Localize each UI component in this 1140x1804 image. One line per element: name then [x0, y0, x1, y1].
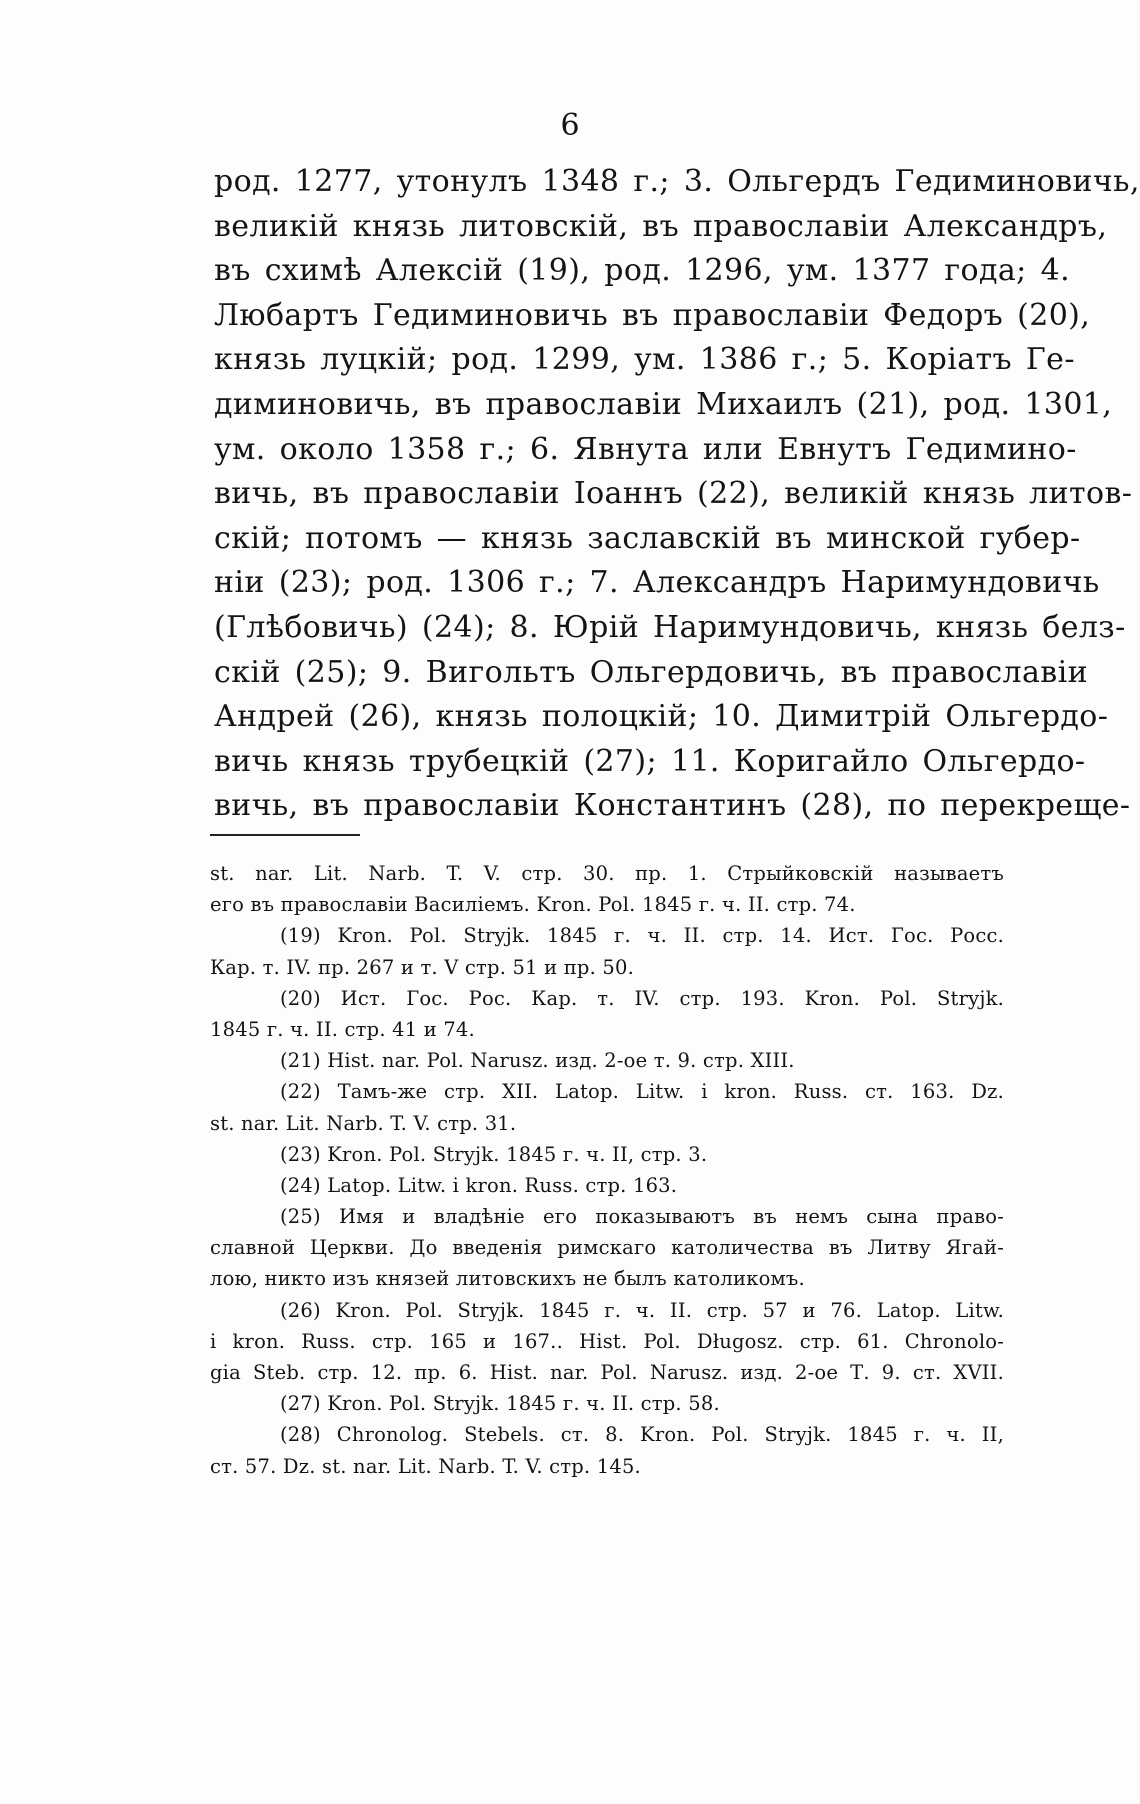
- footnote-line: Кар. т. IV. пр. 267 и т. V стр. 51 и пр. 50.: [210, 955, 634, 979]
- footnote-line: i kron. Russ. стр. 165 и 167.. Hist. Pol. Długosz. стр. 61. Chronolo-: [210, 1329, 1004, 1353]
- footnote-line: лою, никто изъ князей литовскихъ не былъ католикомъ.: [210, 1267, 805, 1291]
- main-line: въ схимѣ Алексій (19), род. 1296, ум. 1377 года; 4.: [214, 253, 1071, 289]
- main-line: Любартъ Гедиминовичь въ православіи Федоръ (20),: [214, 297, 1091, 333]
- main-line: скій (25); 9. Вигольтъ Ольгердовичь, въ православіи: [214, 654, 1088, 690]
- main-line: Андрей (26), князь полоцкій; 10. Димитрій Ольгердо-: [214, 699, 1109, 735]
- footnote-line: (23) Kron. Pol. Stryjk. 1845 г. ч. II, стр. 3.: [280, 1142, 708, 1166]
- footnote-line: (24) Latop. Litw. i kron. Russ. стр. 163.: [280, 1173, 678, 1197]
- footnote-line: его въ православіи Василіемъ. Kron. Pol. 1845 г. ч. II. стр. 74.: [210, 893, 856, 917]
- main-text: [214, 160, 1140, 829]
- main-line: ніи (23); род. 1306 г.; 7. Александръ Наримундовичь: [214, 565, 1100, 601]
- main-line: диминовичь, въ православіи Михаилъ (21), род. 1301,: [214, 386, 1113, 422]
- footnote-line: (19) Kron. Pol. Stryjk. 1845 г. ч. II. стр. 14. Ист. Гос. Росс.: [280, 924, 1004, 948]
- footnote-divider: [210, 834, 360, 836]
- main-line: ум. около 1358 г.; 6. Явнута или Евнутъ Гедимино-: [214, 431, 1077, 467]
- footnote-line: st. nar. Lit. Narb. T. V. стр. 30. пр. 1. Стрыйковскій называетъ: [210, 862, 1004, 885]
- footnotes: [210, 858, 1004, 1482]
- footnote-line: (25) Имя и владѣніе его показываютъ въ немъ сына право-: [280, 1205, 1004, 1229]
- footnote-line: (20) Ист. Гос. Рос. Кар. т. IV. стр. 193. Kron. Pol. Stryjk.: [280, 986, 1004, 1010]
- footnote-line: ст. 57. Dz. st. nar. Lit. Narb. T. V. стр. 145.: [210, 1454, 641, 1478]
- main-line: (Глѣбовичь) (24); 8. Юрій Наримундовичь, князь белз-: [214, 609, 1126, 645]
- footnote-line: (22) Тамъ-же стр. XII. Latop. Litw. i kron. Russ. ст. 163. Dz.: [280, 1080, 1004, 1104]
- main-line: князь луцкій; род. 1299, ум. 1386 г.; 5. Коріатъ Ге-: [214, 342, 1075, 378]
- main-line: род. 1277, утонулъ 1348 г.; 3. Ольгердъ Гедиминовичь,: [214, 164, 1140, 199]
- footnote-line: 1845 г. ч. II. стр. 41 и 74.: [210, 1017, 475, 1041]
- main-line: великій князь литовскій, въ православіи Александръ,: [214, 208, 1108, 244]
- footnote-line: (26) Kron. Pol. Stryjk. 1845 г. ч. II. стр. 57 и 76. Latop. Litw.: [280, 1298, 1004, 1322]
- main-line: вичь, въ православіи Константинъ (28), по перекреще-: [214, 788, 1131, 824]
- main-line: вичь, въ православіи Іоаннъ (22), великій князь литов-: [214, 476, 1133, 512]
- footnote-line: (27) Kron. Pol. Stryjk. 1845 г. ч. II. стр. 58.: [280, 1392, 720, 1416]
- footnote-line: (28) Chronolog. Stebels. ст. 8. Kron. Pol. Stryjk. 1845 г. ч. II,: [280, 1423, 1004, 1447]
- footnote-line: gia Steb. стр. 12. пр. 6. Hist. nar. Pol. Narusz. изд. 2-ое Т. 9. ст. XVII.: [210, 1361, 1004, 1384]
- footnote-line: (21) Hist. nar. Pol. Narusz. изд. 2-ое т. 9. стр. XIII.: [280, 1049, 795, 1073]
- footnote-line: st. nar. Lit. Narb. T. V. стр. 31.: [210, 1111, 517, 1135]
- main-line: вичь князь трубецкій (27); 11. Коригайло Ольгердо-: [214, 743, 1086, 779]
- footnote-line: славной Церкви. До введенія римскаго католичества въ Литву Ягай-: [210, 1236, 1004, 1260]
- main-line: скій; потомъ — князь заславскій въ минской губер-: [214, 520, 1081, 556]
- page-number: 6: [560, 108, 580, 143]
